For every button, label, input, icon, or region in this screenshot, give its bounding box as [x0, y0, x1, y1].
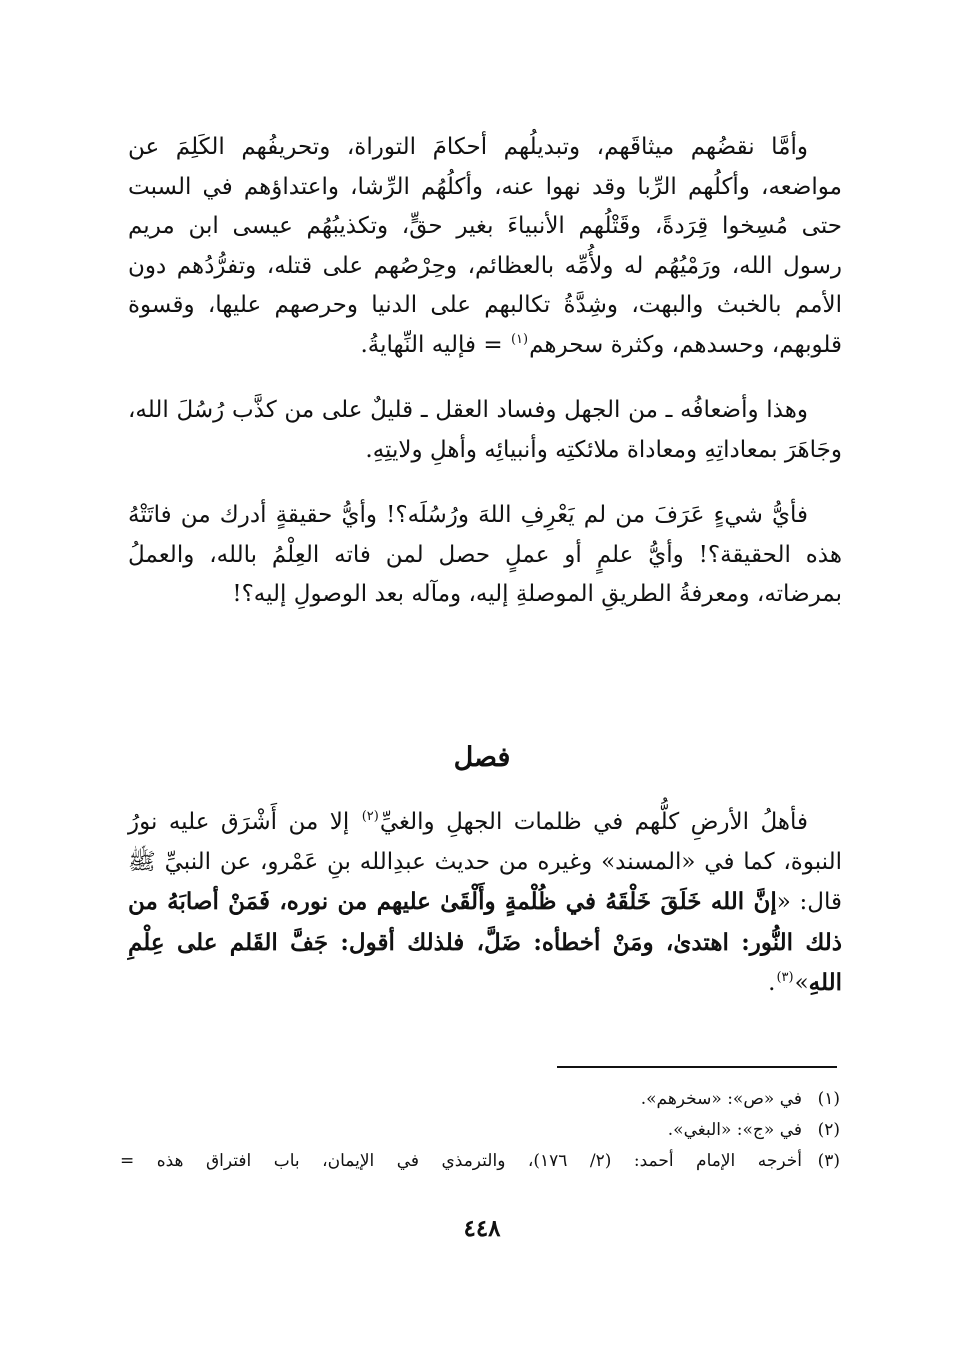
page-number: ٤٤٨: [463, 1215, 501, 1242]
section-text: [128, 803, 842, 1004]
paragraph-1-tail: = فإليه النِّهايةُ.: [360, 331, 503, 358]
quote-close: »: [794, 970, 809, 996]
footnote-marker-1: (١): [510, 331, 529, 347]
paragraph-2: وهذا وأضعافُه ـ من الجهل وفساد العقل ـ قليلٌ على من كذَّب رُسُلَ الله، وجَاهَرَ بمعاداتِهِ ومعاداة ملائكتِه وأنبيائِه وأهلِ ولايتِهِ.: [128, 397, 842, 463]
paragraph-4-end: .: [768, 970, 776, 996]
paragraph-1: [128, 128, 842, 365]
footnote-2: [120, 1115, 840, 1146]
footnotes: [120, 1084, 840, 1177]
footnote-3: [120, 1146, 840, 1177]
footnote-1: [120, 1084, 840, 1115]
footnote-marker-3: (٣): [776, 970, 794, 986]
paragraph-4-part1: فأهلُ الأرضِ كلُّهم في ظلمات الجهلِ والغيِّ: [379, 809, 808, 835]
paragraph-1-text: وأمَّا نقضُهم ميثاقَهم، وتبديلُهم أحكامَ التوراة، وتحريفُهم الكَلِمَ عن مواضعه، وأكلُهم الرِّبا وقد نهوا عنه، وأكلُهُم الرِّشا، واعتداؤهم في السبت حتى مُسِخوا قِرَدةً، وقَتْلُهم الأنبياءَ بغير حقٍّ، وتكذيبُهُم عيسى ابن مريم رسول الله، ورَمْيُهُم له ولأُمِّه بالعظائم، وحِرْصُهم على قتله، وتفرُّدُهم دون الأمم بالخبث والبهت، وشِدَّةُ تكالبهم على الدنيا وحرصهم عليها، وقسوة قلوبهم، وحسدهم، وكثرة سحرهم: [128, 134, 842, 358]
paragraph-3: فأيُّ شيءٍ عَرَفَ من لم يَعْرِفِ اللهَ ورُسُلَه؟! وأيُّ حقيقةٍ أدرك من فاتَتْهُ هذه الحقيقة؟! وأيُّ علمٍ أو عملٍ حصل لمن فاته العِلْمُ بالله، والعملُ بمرضاته، ومعرفةُ الطريقِ الموصلةِ إليه، ومآله بعد الوصولِ إليه؟!: [128, 502, 842, 607]
paragraph-4-part2: إلا من أَشْرَق عليه نورُ النبوة، كما في «المسند» وغيره من حديث عبدِالله بنِ عَمْرو، عن النبيِّ ﷺ قال: «: [128, 809, 842, 915]
footnote-text: أخرجه الإمام أحمد: (٢/ ١٧٦)، والترمذي في الإيمان، باب افتراق هذه =: [120, 1151, 802, 1171]
footnote-marker-2: (٢): [361, 809, 379, 825]
main-text: [128, 128, 842, 615]
section-heading: فصل: [453, 742, 511, 773]
footnote-number: (٣): [817, 1151, 840, 1171]
footnote-number: (١): [817, 1089, 840, 1109]
footnote-separator: [557, 1066, 837, 1068]
paragraph-4: [128, 803, 842, 1004]
footnote-text: في «ص»: «سخرهم».: [640, 1089, 802, 1109]
hadith-quote: إنَّ الله خَلَقَ خَلْقَهُ في ظُلْمةٍ وأَلْقَىٰ عليهم من نوره، فَمَنْ أصابَهُ من ذلك النُّور: اهتدىٰ، ومَنْ أخطأه: ضَلَّ، فلذلك أقول: جَفَّ القَلم على عِلْمِ اللهِ: [128, 888, 842, 996]
footnote-text: في «ج»: «البغي».: [667, 1120, 802, 1140]
footnote-number: (٢): [817, 1120, 840, 1140]
